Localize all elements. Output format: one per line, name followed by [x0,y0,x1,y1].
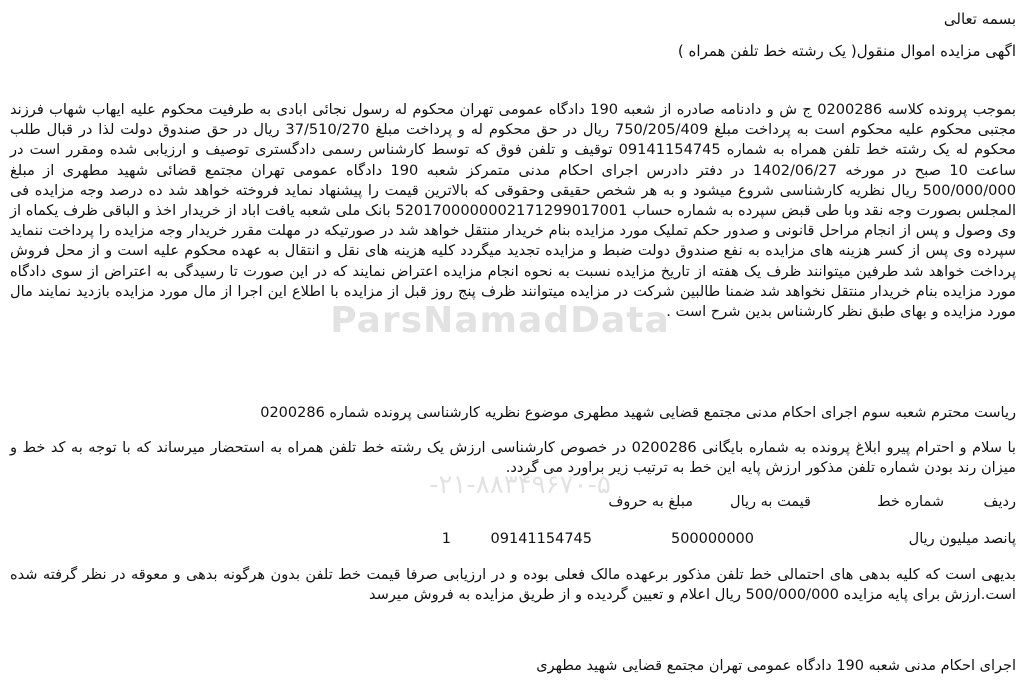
basmala-heading: بسمه تعالی [943,10,1016,28]
address-line: ریاست محترم شعبه سوم اجرای احکام مدنی مجتمع قضایی شهید مطهری موضوع نظریه کارشناسی پرونده شماره 0200286 [260,405,1016,421]
footer-signature-line: اجرای احکام مدنی شعبه 190 دادگاه عمومی تهران مجتمع قضایی شهید مطهری [536,658,1016,674]
notice-body-paragraph: بموجب پرونده کلاسه 0200286 ج ش و دادنامه صادره از شعبه 190 دادگاه عمومی تهران محکوم له رسول نجائی ابادی به طرفیت محکوم علیه ایهاب شهاب فرزند مجتبی محکوم علیه محکوم است به پرداخت مبلغ 750/205/409 ریال در حق محکوم له و پرداخت مبلغ 37/510/270 ریال در حق صندوق دولت لذا در قبال طلب محکوم له یک رشته خط تلفن همراه به شماره 09141154745 توقیف و تلفن فوق که توسط کارشناس رسمی دادگستری توصیف و ارزیابی شده ومقرر است در ساعت 10 صبح در مورخه 1402/06/27 در دفتر دادرس اجرای احکام مدنی متمرکز شعبه 190 دادگاه عمومی تهران مجتمع قضائی شهید مطهری از مبلغ 500/000/000 ریال نظریه کارشناسی شروع میشود و به هر شخص حقیقی وحقوقی که بالاترین قیمت را پیشنهاد نماید فروخته خواهد شد ده درصد وجه مزایده فی المجلس بصورت وجه نقد وبا طی قبض سپرده به شماره حساب 5201700000002171299017001 بانک ملی شعبه یافت اباد از خریدار اخذ و الباقی ظرف یکماه از وی وصول و پس از انجام مراحل قانونی و صدور حکم تملیک مورد مزایده بنام خریدار منتقل خواهد شد در صورتیکه در مهلت مقرر خریدار وجه مزایده را پرداخت ننماید سپرده وی پس از کسر هزینه های مزایده به نفع صندوق دولت ضبط و مزایده تجدید میگردد کلیه هزینه های نقل و انتقال به عهده محکوم علیه است و از محل فروش پرداخت خواهد شد طرفین میتوانند ظرف یک هفته از تاریخ مزایده نسبت به نحوه انجام مزایده اعتراض نمایند که در این صورت تا رسیدگی به اعتراض از سوی دادگاه مورد مزایده بنام خریدار منتقل نخواهد شد ضمنا طالبین شرکت در مزایده میتوانند ظرف پنج روز قبل از مزایده با اطلاع این اجرا از مال مورد مزایده بازدید نمایند مال مورد مزایده و بهای طبق نظر کارشناس بدین شرح است . [10,101,1017,321]
cell-amount-words: پانصد میلیون ریال [908,531,1016,547]
cell-line-no: 09141154745 [490,531,592,547]
column-header-row-no: ردیف [983,494,1016,510]
disclaimer-paragraph: بدیهی است که کلیه بدهی های احتمالی خط تلفن مذکور برعهده مالک فعلی بوده و در ارزیابی صرفا قیمت خط تلفن بدون هرگونه بدهی و معوقه در نظر گرفته شده است.ارزش برای پایه مزایده 500/000/000 ریال اعلام و تعیین گردیده و از طریق مزایده به فروش میرسد [10,566,1016,604]
expert-opinion-paragraph: با سلام و احترام پیرو ابلاغ پرونده به شماره بایگانی 0200286 در خصوص کارشناسی ارزش یک رشته خط تلفن همراه به استحضار میرساند که با توجه به کد خط و میزان رند بودن شماره تلفن مذکور ارزش پایه این خط به ترتیب زیر براورد می گردد. [10,439,1016,476]
watermark-phone: -۲۱-۸۸۳۴۹۶۷۰-۵ [429,470,611,500]
notice-title: اگهی مزایده اموال منقول( یک رشته خط تلفن همراه ) [677,42,1016,60]
cell-row-no: 1 [441,531,451,547]
cell-price: 500000000 [670,531,754,547]
column-header-price: قیمت به ریال [730,494,811,510]
column-header-amount-words: مبلغ به حروف [608,494,693,510]
column-header-line-no: شماره خط [877,494,944,510]
watermark-brand: ParsNamadData [330,300,670,341]
